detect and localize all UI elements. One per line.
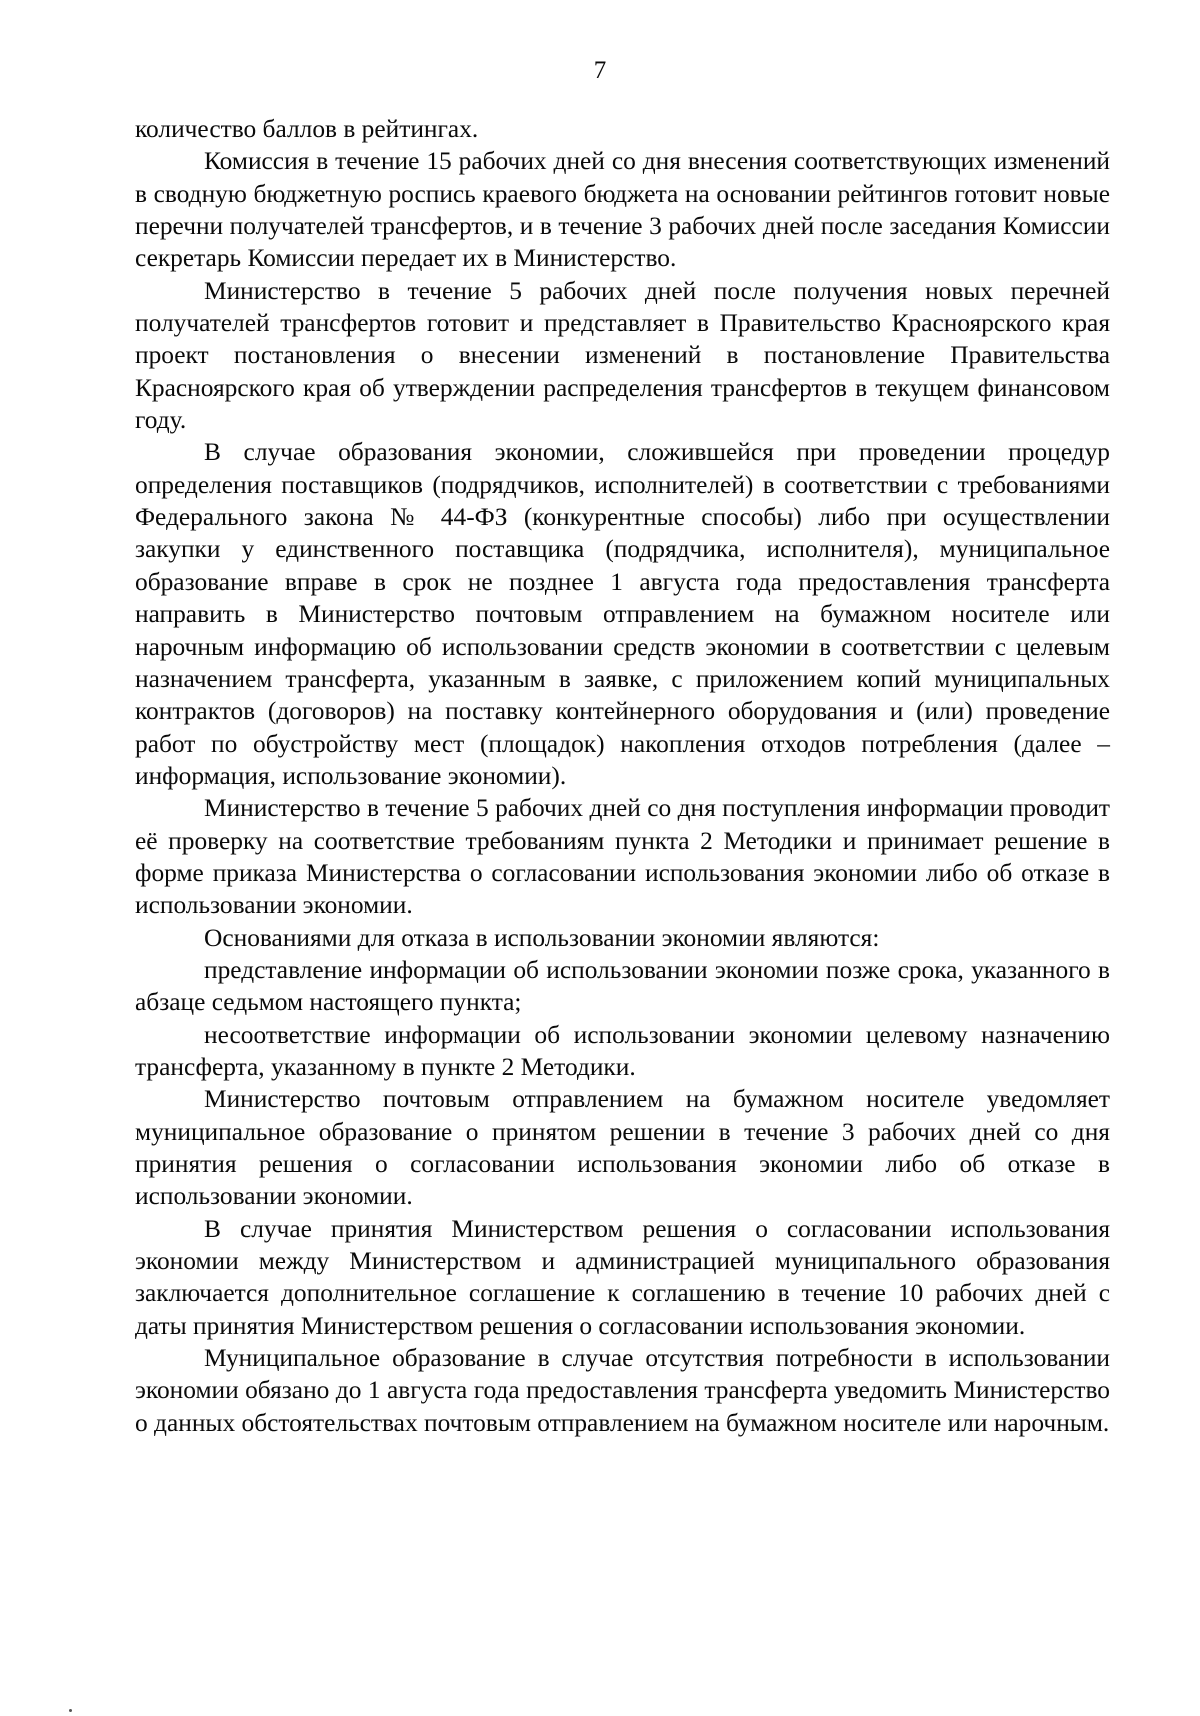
paragraph-ministry-check: Министерство в течение 5 рабочих дней со дня поступления информации проводит её проверку на соответствие требованиям пункта 2 Методики и принимает решение в форме приказа Министерства о согласовании использования экономии либо об отказе в использовании экономии. [135,794,1110,920]
list-item-late-submission: представление информации об использовании экономии позже срока, указанного в абзаце седьмом настоящего пункта; [135,955,1110,1017]
document-body [135,113,1110,1439]
paragraph-ministry-draft-resolution: Министерство в течение 5 рабочих дней после получения новых перечней получателей трансфертов готовит и представляет в Правительство Красноярского края проект постановления о внесении изменений в постановление Правительства Красноярского края об утверждении распределения трансфертов в текущем финансовом году. [135,276,1110,435]
paragraph-no-need: Муниципальное образование в случае отсутствия потребности в использовании экономии обязано до 1 августа года предоставления трансферта уведомить Министерство о данных обстоятельствах почтовым отправлением на бумажном носителе или нарочным. [135,1344,1110,1437]
paragraph-continuation: количество баллов в рейтингах. [135,115,479,143]
list-item-purpose-mismatch: несоответствие информации об использовании экономии целевому назначению трансферта, указанному в пункте 2 Методики. [135,1020,1110,1081]
paragraph-additional-agreement: В случае принятия Министерством решения о согласовании использования экономии между Министерством и администрацией муниципального образования заключается дополнительное соглашение к соглашению в течение 10 рабочих дней с даты принятия Министерством решения о согласовании использования экономии. [135,1214,1110,1340]
page-number: 7 [593,57,607,84]
paragraph-notification: Министерство почтовым отправлением на бумажном носителе уведомляет муниципальное образование о принятом решении в течение 3 рабочих дней со дня принятия решения о согласовании использования экономии либо об отказе в использовании экономии. [135,1085,1110,1211]
paragraph-commission-lists: Комиссия в течение 15 рабочих дней со дня внесения соответствующих изменений в сводную бюджетную роспись краевого бюджета на основании рейтингов готовит новые перечни получателей трансфертов, и в течение 3 рабочих дней после заседания Комиссии секретарь Комиссии передает их в Министерство. [135,147,1110,273]
paragraph-refusal-grounds: Основаниями для отказа в использовании экономии являются: [204,923,880,952]
paragraph-savings-formation: В случае образования экономии, сложившейся при проведении процедур определения поставщиков (подрядчиков, исполнителей) в соответствии с требованиями Федерального закона № 44-ФЗ (конкурентные способы) либо при осуществлении закупки у единственного поставщика (подрядчика, исполнителя), муниципальное образование вправе в срок не позднее 1 августа года предоставления трансферта направить в Министерство почтовым отправлением на бумажном носителе или нарочным информацию об использовании средств экономии в соответствии с целевым назначением трансферта, указанным в заявке, с приложением копий муниципальных контрактов (договоров) на поставку контейнерного оборудования и (или) проведение работ по обустройству мест (площадок) накопления отходов потребления (далее – информация, использование экономии). [135,438,1110,790]
scan-artifact-dot [69,1709,72,1712]
